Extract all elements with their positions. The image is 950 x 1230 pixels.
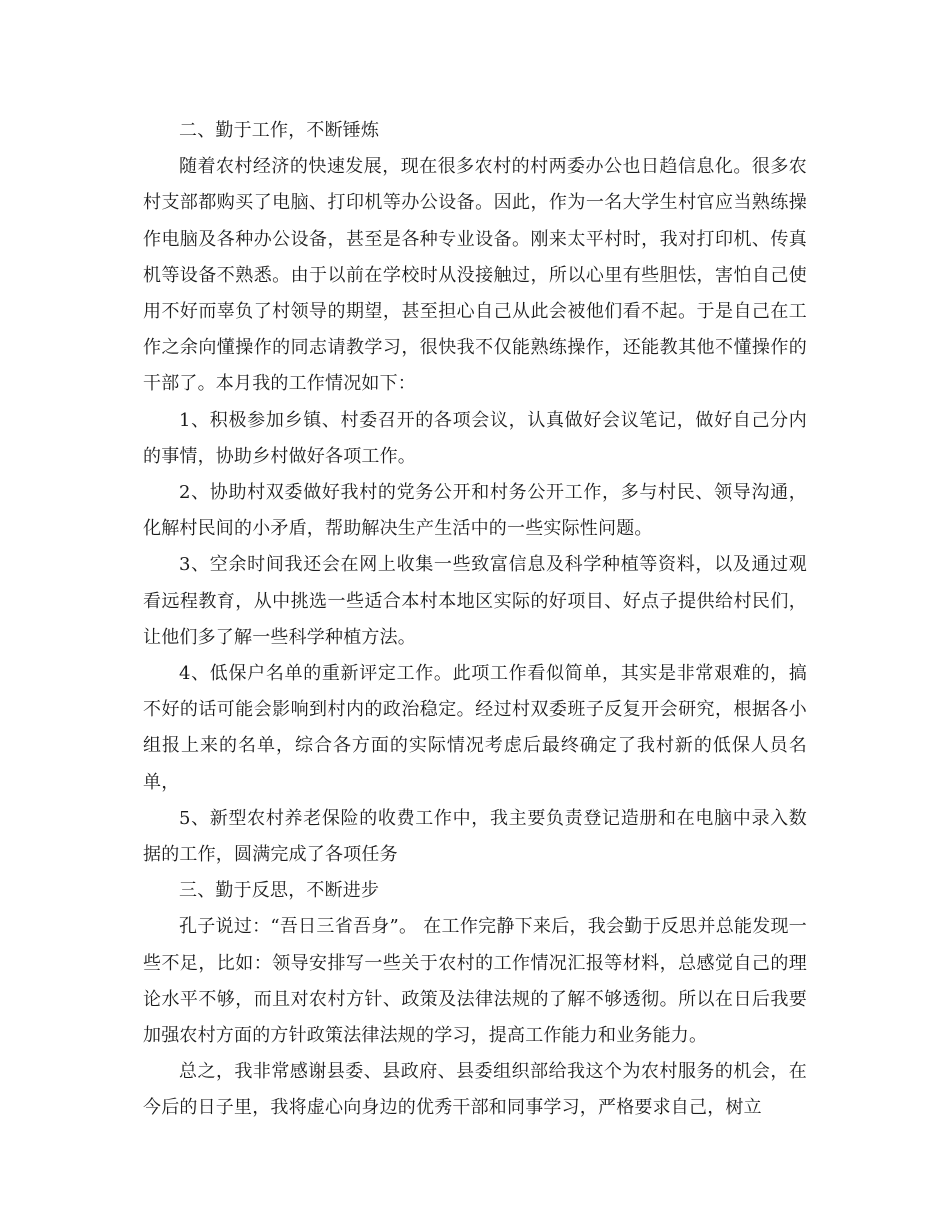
- paragraph-intro: 随着农村经济的快速发展，现在很多农村的村两委办公也日趋信息化。很多农村支部都购买了电脑、打印机等办公设备。因此，作为一名大学生村官应当熟练操作电脑及各种办公设备，甚至是各种专业设备。刚来太平村时，我对打印机、传真机等设备不熟悉。由于以前在学校时从没接触过，所以心里有些胆怯，害怕自己使用不好而辜负了村领导的期望，甚至担心自己从此会被他们看不起。于是自己在工作之余向懂操作的同志请教学习，很快我不仅能熟练操作，还能教其他不懂操作的干部了。本月我的工作情况如下：: [143, 156, 807, 395]
- list-item-2: 2、协助村双委做好我村的党务公开和村务公开工作，多与村民、领导沟通，化解村民间的小矛盾，帮助解决生产生活中的一些实际性问题。: [143, 482, 807, 540]
- section-heading-reflect: 三、勤于反思，不断进步: [179, 880, 380, 902]
- paragraph-reflection: 孔子说过：“吾日三省吾身”。 在工作完静下来后，我会勤于反思并总能发现一些不足，比如：领导安排写一些关于农村的工作情况汇报等材料，总感觉自己的理论水平不够，而且对农村方针、政策及法律法规的了解不够透彻。所以在日后我要加强农村方面的方针政策法律法规的学习，提高工作能力和业务能力。: [143, 916, 807, 1047]
- list-item-5: 5、新型农村养老保险的收费工作中，我主要负责登记造册和在电脑中录入数据的工作，圆满完成了各项任务: [143, 807, 807, 866]
- section-heading-work: 二、勤于工作，不断锤炼: [179, 120, 380, 141]
- list-item-3: 3、空余时间我还会在网上收集一些致富信息及科学种植等资料，以及通过观看远程教育，从中挑选一些适合本村本地区实际的好项目、好点子提供给村民们，让他们多了解一些科学种植方法。: [143, 554, 807, 648]
- list-item-4: 4、低保户名单的重新评定工作。此项工作看似简单，其实是非常艰难的，搞不好的话可能会影响到村内的政治稳定。经过村双委班子反复开会研究，根据各小组报上来的名单，综合各方面的实际情况考虑后最终确定了我村新的低保人员名单，: [143, 663, 807, 793]
- list-item-1: 1、积极参加乡镇、村委召开的各项会议，认真做好会议笔记，做好自己分内的事情，协助乡村做好各项工作。: [143, 409, 807, 467]
- document-body: [143, 113, 807, 1127]
- paragraph-conclusion: 总之，我非常感谢县委、县政府、县委组织部给我这个为农村服务的机会，在今后的日子里，我将虚心向身边的优秀干部和同事学习，严格要求自己，树立: [143, 1061, 807, 1119]
